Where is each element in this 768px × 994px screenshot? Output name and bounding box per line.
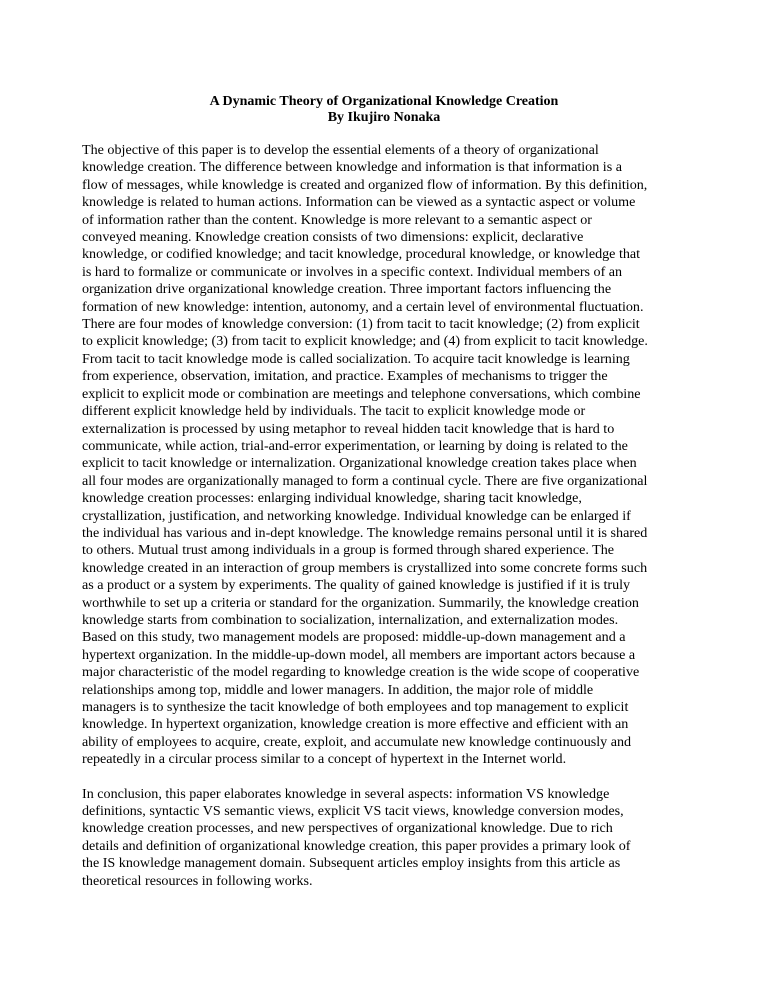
text-line: externalization is processed by using metaphor to reveal hidden tacit knowledge that is hard to: [82, 420, 615, 437]
text-line: is hard to formalize or communicate or involves in a specific context. Individual members of an: [82, 263, 623, 280]
document-body: [82, 142, 690, 890]
text-line: explicit to explicit mode or combination are meetings and telephone conversations, which combine: [82, 385, 641, 402]
paragraph-summary: [82, 142, 690, 769]
text-line: knowledge is related to human actions. Information can be viewed as a syntactic aspect or volume: [82, 194, 636, 211]
text-line: theoretical resources in following works.: [82, 872, 313, 889]
text-line: knowledge creation processes, and new perspectives of organizational knowledge. Due to rich: [82, 820, 613, 837]
text-line: worthwhile to set up a criteria or standard for the organization. Summarily, the knowledge creation: [82, 594, 639, 611]
text-line: organization drive organizational knowledge creation. Three important factors influencing the: [82, 281, 612, 298]
text-line: the individual has various and in-dept knowledge. The knowledge remains personal until it is shared: [82, 524, 648, 541]
text-line: different explicit knowledge held by individuals. The tacit to explicit knowledge mode or: [82, 403, 586, 420]
text-line: explicit to tacit knowledge or internalization. Organizational knowledge creation takes place when: [82, 455, 637, 472]
text-line: to others. Mutual trust among individuals in a group is formed through shared experience. The: [82, 542, 615, 559]
paragraph-conclusion: [82, 786, 690, 890]
text-line: knowledge. In hypertext organization, knowledge creation is more effective and efficient with an: [82, 716, 629, 733]
text-line: all four modes are organizationally managed to form a continual cycle. There are five organizational: [82, 472, 648, 489]
text-line: conveyed meaning. Knowledge creation consists of two dimensions: explicit, declarative: [82, 229, 584, 246]
text-line: formation of new knowledge: intention, autonomy, and a certain level of environmental fluctuation.: [82, 298, 644, 315]
text-line: The objective of this paper is to develop the essential elements of a theory of organizational: [82, 142, 599, 158]
text-line: knowledge starts from combination to socialization, internalization, and externalization modes.: [82, 611, 619, 628]
text-line: knowledge created in an interaction of group members is crystallized into some concrete forms such: [82, 559, 648, 576]
document-title: A Dynamic Theory of Organizational Knowledge Creation: [209, 94, 559, 109]
text-line: knowledge, or codified knowledge; and tacit knowledge, procedural knowledge, or knowledge that: [82, 246, 641, 263]
text-line: communicate, while action, trial-and-error experimentation, or learning by doing is related to the: [82, 437, 628, 454]
text-line: the IS knowledge management domain. Subsequent articles employ insights from this article as: [82, 855, 621, 872]
text-line: From tacit to tacit knowledge mode is called socialization. To acquire tacit knowledge is learning: [82, 350, 630, 367]
text-line: to explicit knowledge; (3) from tacit to explicit knowledge; and (4) from explicit to tacit knowledge.: [82, 333, 648, 350]
text-line: major characteristic of the model regarding to knowledge creation is the wide scope of cooperative: [82, 664, 640, 681]
text-line: relationships among top, middle and lower managers. In addition, the major role of middle: [82, 681, 594, 698]
text-line: managers is to synthesize the tacit knowledge of both employees and top management to explicit: [82, 699, 629, 715]
text-line: of information rather than the content. Knowledge is more relevant to a semantic aspect or: [82, 211, 592, 228]
text-line: repeatedly in a circular process similar to a concept of hypertext in the Internet world.: [82, 751, 567, 768]
text-line: hypertext organization. In the middle-up-down model, all members are important actors because a: [82, 646, 636, 663]
text-line: from experience, observation, imitation, and practice. Examples of mechanisms to trigger the: [82, 368, 608, 385]
text-line: knowledge creation processes: enlarging individual knowledge, sharing tacit knowledge,: [82, 490, 582, 507]
text-line: crystallization, justification, and networking knowledge. Individual knowledge can be enlarged if: [82, 507, 631, 524]
text-line: details and definition of organizational knowledge creation, this paper provides a primary look of: [82, 837, 631, 854]
text-line: as a product or a system by experiments. The quality of gained knowledge is justified if it is truly: [82, 577, 631, 594]
text-line: Based on this study, two management models are proposed: middle-up-down management and a: [82, 629, 626, 646]
text-line: ability of employees to acquire, create, exploit, and accumulate new knowledge continuously and: [82, 733, 632, 750]
text-line: In conclusion, this paper elaborates knowledge in several aspects: information VS knowledge: [82, 785, 610, 802]
text-line: definitions, syntactic VS semantic views, explicit VS tacit views, knowledge conversion modes,: [82, 803, 624, 820]
title-block: [82, 94, 686, 126]
text-line: knowledge creation. The difference between knowledge and information is that information is a: [82, 159, 622, 176]
document-byline: By Ikujiro Nonaka: [327, 110, 441, 125]
text-line: flow of messages, while knowledge is created and organized flow of information. By this definition,: [82, 176, 648, 193]
text-line: There are four modes of knowledge conversion: (1) from tacit to tacit knowledge; (2) from explicit: [82, 316, 640, 333]
